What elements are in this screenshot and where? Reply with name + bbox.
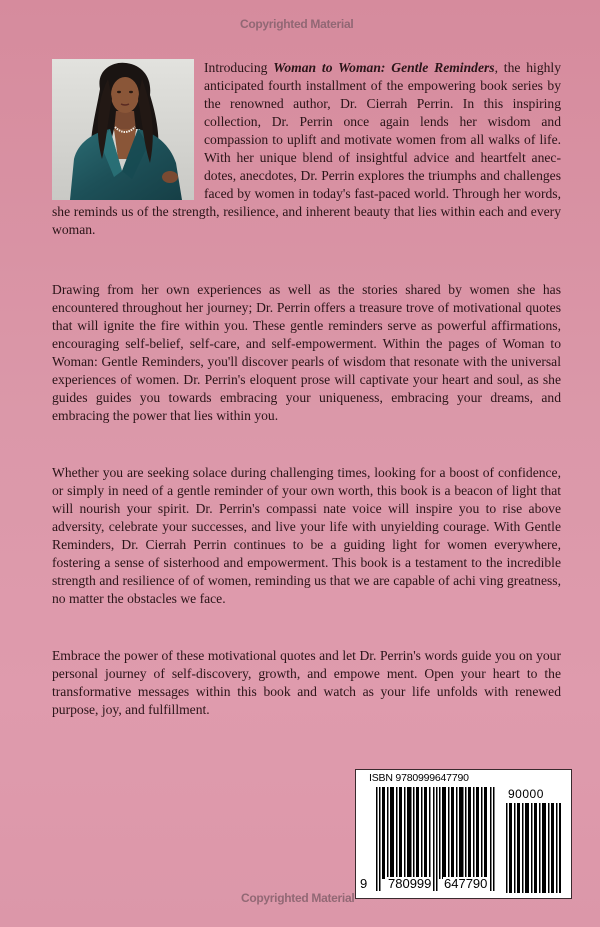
addon-barcode-bars	[506, 803, 562, 893]
barcode-digits-right: 647790	[444, 876, 488, 891]
paragraph-3	[52, 464, 561, 608]
paragraph-4-text: Embrace the power of these motivational quotes and let Dr. Perrin's words guide you on your personal journey of self-discovery, growth, and empowe ment. Open your heart to the transformative messages within this book and watch as your life unfolds with renewed purpose, joy, and fulfillment.	[52, 648, 561, 717]
intro-lead: Introducing	[204, 60, 274, 75]
photo-float-spacer	[52, 59, 204, 201]
intro-body: , the highly anticipated fourth installment of the empowering book series by the renowned author, Dr. Cierrah Perrin. In this inspiring collection, Dr. Perrin once again lends her wisdom and compassion to uplift and motivate women from all walks of life. With her unique blend of insightful advice and heartfelt anecdotes, anecdotes, Dr. Perrin explores the triumphs and challenges faced by women in today's fast-paced world. Through her words, she reminds us of the strength, resilience, and inherent beauty that lies within each and every woman.	[52, 60, 562, 237]
copyright-watermark-bottom: Copyrighted Material	[241, 891, 355, 905]
paragraph-3-text: Whether you are seeking solace during challenging times, looking for a boost of confidence, or simply in need of a gentle reminder of your own worth, this book is a beacon of light that will nourish your spirit. Dr. Perrin's compassi nate voice will inspire you to rise above adversity, celebrate your successes, and live your life with unyielding courage. With Gentle Reminders, Dr. Cierrah Perrin continues to be a guiding light for women everywhere, fostering a sense of sisterhood and empowerment. This book is a testament to the incredible strength and resilience of of women, reminding us that we are capable of achi ving greatness, no matter the obstacles we face.	[52, 465, 561, 606]
price-code: 90000	[508, 787, 544, 801]
intro-paragraph	[52, 59, 561, 239]
paragraph-2	[52, 281, 561, 425]
isbn-label: ISBN 9780999647790	[369, 772, 469, 784]
barcode-digit-first: 9	[360, 876, 368, 891]
book-title: Woman to Woman: Gentle Reminders	[273, 60, 495, 75]
isbn-barcode	[355, 769, 572, 899]
barcode-digits-left: 780999	[388, 876, 432, 891]
paragraph-4	[52, 647, 561, 719]
copyright-watermark-top: Copyrighted Material	[240, 17, 354, 31]
paragraph-2-text: Drawing from her own experiences as well as the stories shared by women she has encountered throughout her journey; Dr. Perrin offers a treasure trove of motivational quotes that will ignite the fire within you. These gentle reminders serve as powerful affirmations, encouraging self-belief, self-care, and self-empowerment. Within the pages of Woman to Woman: Gentle Reminders, you'll discover pearls of wisdom that resonate with the universal experiences of women. Dr. Perrin's eloquent prose will captivate your heart and soul, as she guides guides you towards embracing your uniqueness, embracing your dreams, and embracing the power that lies within you.	[52, 282, 561, 423]
